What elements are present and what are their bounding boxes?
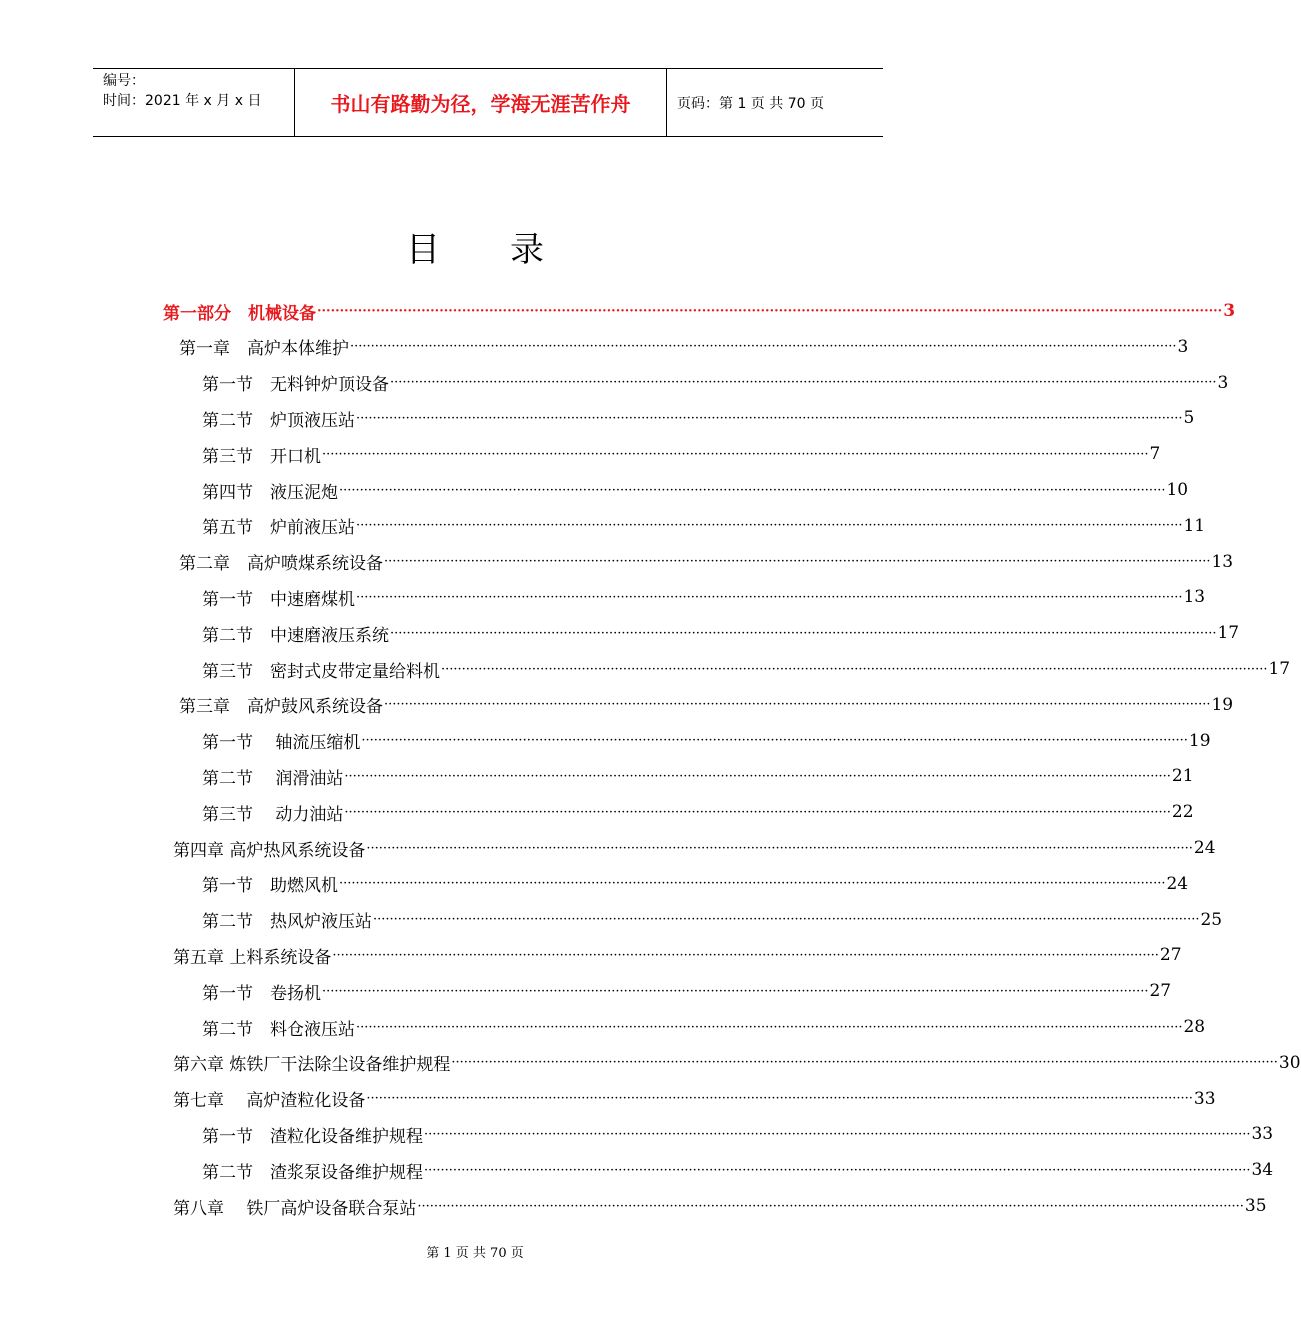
toc-leader-dots: ········································································································································································································ (390, 375, 1217, 391)
toc-entry[interactable] (202, 726, 1211, 756)
toc-leader-dots: ········································································································································································································ (344, 804, 1171, 820)
number-label: 编号： (103, 73, 145, 89)
toc-entry-page: 28 (1183, 1017, 1206, 1037)
toc-leader-dots: ········································································································································································································ (441, 661, 1268, 677)
toc-entry[interactable] (202, 869, 1189, 899)
toc-leader-dots: ········································································································································································································ (339, 482, 1166, 498)
time-label: 时间：2021 年 x 月 x 日 (103, 93, 262, 109)
toc-leader-dots: ········································································································································································································ (356, 1019, 1183, 1035)
header-meta (93, 69, 295, 136)
toc-entry-label: 第一节 助燃风机 (202, 876, 338, 897)
toc-entry[interactable] (202, 1155, 1274, 1185)
toc-entry-label: 第五节 炉前液压站 (202, 518, 355, 539)
toc-entry-page: 33 (1193, 1088, 1216, 1109)
toc-entry-label: 第一节 卷扬机 (202, 983, 321, 1004)
toc-leader-dots: ········································································································································································································ (322, 446, 1149, 462)
toc-entry-page: 13 (1211, 551, 1234, 572)
toc-entry-label: 第五章 上料系统设备 (173, 947, 332, 968)
toc-entry-page: 33 (1251, 1124, 1274, 1145)
toc-leader-dots: ········································································································································································································ (344, 768, 1171, 784)
toc-entry-page: 11 (1183, 515, 1206, 536)
toc-entry[interactable] (202, 582, 1206, 612)
toc-entry-page: 5 (1183, 408, 1195, 429)
toc-leader-dots: ········································································································································································································ (356, 589, 1183, 605)
toc-entry-label: 第二节 润滑油站 (202, 768, 344, 789)
toc-entry-label: 第一节 渣粒化设备维护规程 (202, 1126, 423, 1147)
toc-entry-label: 第二节 中速磨液压系统 (202, 625, 389, 646)
header-motto: 书山有路勤为径，学海无涯苦作舟 (295, 69, 667, 136)
toc-entry[interactable] (173, 833, 1216, 863)
toc-leader-dots: ········································································································································································································ (424, 1126, 1251, 1142)
toc-entry-label: 第一节 无料钟炉顶设备 (202, 375, 389, 396)
toc-entry-label: 第二章 高炉喷煤系统设备 (179, 554, 383, 575)
toc-entry-label: 第一部分 机械设备 (163, 303, 316, 324)
toc-entry-page: 30 (1278, 1052, 1301, 1073)
toc-leader-dots: ········································································································································································································ (366, 840, 1193, 856)
toc-leader-dots: ········································································································································································································ (339, 876, 1166, 892)
toc-entry-page: 35 (1244, 1196, 1267, 1216)
page-title: 目录 (406, 230, 614, 270)
toc-entry[interactable] (202, 368, 1229, 398)
toc-leader-dots: ········································································································································································································ (384, 554, 1211, 570)
toc-entry-page: 27 (1159, 945, 1182, 966)
header-table (93, 68, 883, 137)
toc-leader-dots: ········································································································································································································ (373, 912, 1200, 928)
toc-entry-label: 第二节 料仓液压站 (202, 1019, 355, 1040)
toc-entry-page: 22 (1171, 802, 1194, 823)
toc-entry[interactable] (202, 797, 1194, 827)
toc-entry[interactable] (202, 976, 1172, 1006)
toc-entry-page: 19 (1211, 694, 1234, 715)
toc-entry[interactable] (202, 1119, 1274, 1149)
toc-leader-dots: ········································································································································································································ (332, 947, 1159, 963)
toc-entry-label: 第二节 渣浆泵设备维护规程 (202, 1162, 423, 1183)
toc-entry[interactable] (202, 511, 1206, 541)
toc-entry[interactable] (179, 332, 1189, 362)
toc-entry[interactable] (173, 940, 1182, 970)
toc-entry[interactable] (179, 690, 1234, 720)
toc-entry-label: 第三节 动力油站 (202, 804, 344, 825)
toc-entry[interactable] (202, 403, 1195, 433)
toc-entry[interactable] (173, 1048, 1301, 1078)
toc-leader-dots: ········································································································································································································ (350, 339, 1177, 355)
header-page-info: 页码：第 1 页 共 70 页 (677, 95, 824, 112)
toc-entry-page: 3 (1223, 301, 1236, 321)
toc-entry[interactable] (173, 1191, 1267, 1221)
toc-entry-page: 24 (1193, 838, 1216, 858)
toc-leader-dots: ········································································································································································································ (361, 733, 1188, 749)
toc-entry-label: 第四章 高炉热风系统设备 (173, 840, 366, 861)
toc-entry-label: 第三章 高炉鼓风系统设备 (179, 697, 383, 718)
toc-entry-label: 第一章 高炉本体维护 (179, 339, 349, 360)
toc-entry[interactable] (179, 547, 1234, 577)
toc-entry-label: 第四节 液压泥炮 (202, 482, 338, 503)
toc-entry-page: 13 (1183, 587, 1206, 608)
toc-entry[interactable] (202, 1012, 1206, 1042)
toc-entry-page: 17 (1217, 623, 1240, 644)
toc-entry-page: 27 (1149, 981, 1172, 1002)
toc-entry-label: 第二节 热风炉液压站 (202, 912, 372, 933)
toc-entry-page: 25 (1200, 909, 1223, 930)
toc-leader-dots: ········································································································································································································ (390, 625, 1217, 641)
toc-entry-page: 7 (1149, 444, 1161, 465)
toc-entry[interactable] (173, 1084, 1216, 1114)
page-footer: 第 1 页 共 70 页 (426, 1246, 524, 1261)
toc-entry[interactable] (202, 475, 1189, 505)
toc-entry-page: 34 (1251, 1160, 1274, 1181)
toc-entry-page: 21 (1171, 766, 1194, 787)
toc-entry-label: 第六章 炼铁厂干法除尘设备维护规程 (173, 1055, 451, 1076)
toc-entry[interactable] (202, 439, 1161, 469)
toc-entry-page: 19 (1188, 730, 1211, 751)
toc-leader-dots: ········································································································································································································ (417, 1198, 1244, 1214)
toc-entry[interactable] (163, 296, 1236, 326)
toc-entry-page: 24 (1166, 873, 1189, 894)
toc-entry-label: 第一节 轴流压缩机 (202, 733, 361, 754)
toc-leader-dots: ········································································································································································································ (356, 410, 1183, 426)
toc-entry-label: 第三节 密封式皮带定量给料机 (202, 661, 440, 682)
toc-leader-dots: ········································································································································································································ (322, 983, 1149, 999)
toc-entry-label: 第三节 开口机 (202, 446, 321, 467)
toc-leader-dots: ········································································································································································································ (317, 303, 1223, 319)
toc-entry[interactable] (202, 761, 1194, 791)
toc-leader-dots: ········································································································································································································ (451, 1055, 1278, 1071)
toc-entry-page: 3 (1177, 336, 1189, 357)
toc-entry-label: 第二节 炉顶液压站 (202, 410, 355, 431)
toc-entry-page: 17 (1268, 659, 1291, 679)
toc-leader-dots: ········································································································································································································ (366, 1091, 1193, 1107)
toc-leader-dots: ········································································································································································································ (424, 1162, 1251, 1178)
toc-leader-dots: ········································································································································································································ (384, 697, 1211, 713)
toc-entry[interactable] (202, 654, 1291, 684)
toc-entry-label: 第一节 中速磨煤机 (202, 589, 355, 610)
toc-entry-label: 第八章 铁厂高炉设备联合泵站 (173, 1198, 417, 1219)
toc-entry-label: 第七章 高炉渣粒化设备 (173, 1091, 366, 1112)
toc-entry[interactable] (202, 905, 1223, 935)
toc-entry-page: 3 (1217, 372, 1229, 393)
toc-entry-page: 10 (1166, 480, 1189, 500)
toc-leader-dots: ········································································································································································································ (356, 518, 1183, 534)
toc-entry[interactable] (202, 618, 1240, 648)
